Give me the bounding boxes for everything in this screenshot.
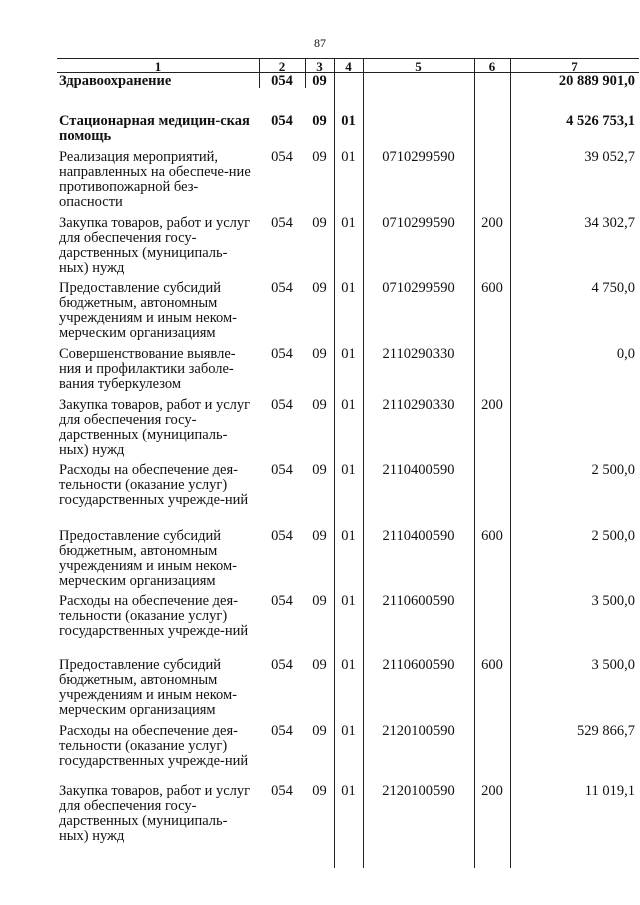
- column-header: 7: [571, 59, 578, 74]
- cell-c7: 0,0: [616, 346, 635, 362]
- cell-c6: 600: [481, 280, 503, 296]
- cell-c7: 529 866,7: [577, 723, 635, 739]
- cell-c3: 09: [312, 149, 327, 165]
- row-name-cell: Совершенствование выявле-ния и профилактики заболе-вания туберкулезом: [59, 346, 236, 392]
- cell-c2: 054: [271, 593, 293, 609]
- cell-c7: 4 750,0: [591, 280, 635, 296]
- cell-c4: 01: [341, 215, 356, 231]
- cell-c2: 054: [271, 462, 293, 478]
- cell-c6: 600: [481, 528, 503, 544]
- column-header: 4: [345, 59, 352, 74]
- page-number: 87: [314, 36, 326, 50]
- cell-c7: 3 500,0: [591, 593, 635, 609]
- cell-c4: 01: [341, 280, 356, 296]
- cell-c6: [474, 144, 510, 210]
- cell-c3: 09: [312, 657, 327, 673]
- table-header-row: [57, 60, 639, 73]
- cell-c6: 200: [481, 783, 503, 799]
- row-name-cell: Предоставление субсидий бюджетным, автономным учреждениям и иным неком-мерческим организациям: [59, 657, 237, 718]
- cell-c4: 01: [341, 723, 356, 739]
- cell-c5: 2120100590: [382, 723, 455, 739]
- cell-c3: 09: [312, 113, 327, 129]
- table-row: [57, 144, 639, 210]
- cell-c3: 09: [312, 397, 327, 413]
- cell-c3: 09: [312, 73, 327, 89]
- column-header: 5: [415, 59, 422, 74]
- row-name-cell: Стационарная медицин-ская помощь: [59, 113, 250, 144]
- cell-c6: [474, 104, 510, 144]
- column-header: 2: [278, 59, 286, 74]
- cell-c6: [474, 719, 510, 779]
- cell-c3: 09: [312, 723, 327, 739]
- cell-c4: 01: [341, 397, 356, 413]
- cell-c3: 09: [312, 593, 327, 609]
- cell-c3: 09: [312, 215, 327, 231]
- cell-c3: 09: [312, 462, 327, 478]
- row-name-cell: Расходы на обеспечение дея-тельности (оказание услуг) государственных учрежде-ний: [59, 723, 249, 769]
- cell-c2: 054: [271, 280, 293, 296]
- cell-c7: 39 052,7: [584, 149, 635, 165]
- cell-c3: 09: [312, 346, 327, 362]
- cell-c7: 11 019,1: [584, 783, 635, 799]
- table-row: [57, 524, 639, 589]
- cell-c7: 2 500,0: [591, 528, 635, 544]
- cell-c4: 01: [341, 346, 356, 362]
- cell-c2: 054: [271, 723, 293, 739]
- cell-c4: 01: [341, 113, 356, 129]
- cell-c5: 2110600590: [382, 593, 455, 609]
- cell-c5: 2120100590: [382, 783, 455, 799]
- cell-c5: [363, 104, 474, 144]
- cell-c3: 09: [312, 528, 327, 544]
- cell-c2: 054: [271, 528, 293, 544]
- table-row: [57, 589, 639, 653]
- cell-c5: 0710299590: [382, 149, 455, 165]
- cell-c2: 054: [271, 149, 293, 165]
- cell-c5: 2110290330: [382, 397, 455, 413]
- table-row: [57, 342, 639, 393]
- cell-c6: [474, 458, 510, 524]
- cell-c2: 054: [271, 783, 293, 799]
- cell-c7: 4 526 753,1: [566, 113, 635, 129]
- cell-c6: 200: [481, 215, 503, 231]
- cell-c4: 01: [341, 783, 356, 799]
- table-row: [57, 393, 639, 458]
- row-name-cell: Закупка товаров, работ и услуг для обеспечения госу-дарственных (муниципаль-ных) нужд: [59, 783, 251, 844]
- table-row: [57, 276, 639, 342]
- row-name-cell: Предоставление субсидий бюджетным, автономным учреждениям и иным неком-мерческим организациям: [59, 280, 237, 341]
- budget-table: [57, 60, 639, 844]
- cell-c5: 2110600590: [382, 657, 455, 673]
- row-name-cell: Здравоохранение: [59, 73, 172, 89]
- cell-c7: [510, 393, 639, 458]
- cell-c6: [474, 589, 510, 653]
- cell-c6: 200: [481, 397, 503, 413]
- row-name-cell: Расходы на обеспечение дея-тельности (оказание услуг) государственных учрежде-ний: [59, 593, 249, 639]
- table-row: [57, 104, 639, 144]
- table-row: [57, 458, 639, 524]
- cell-c2: 054: [271, 215, 293, 231]
- table-row: [57, 210, 639, 276]
- cell-c5: 0710299590: [382, 215, 455, 231]
- cell-c5: 2110290330: [382, 346, 455, 362]
- cell-c5: 0710299590: [382, 280, 455, 296]
- cell-c2: 054: [271, 73, 293, 89]
- cell-c5: 2110400590: [382, 462, 455, 478]
- cell-c7: 20 889 901,0: [558, 73, 635, 89]
- column-header: 6: [488, 59, 496, 74]
- cell-c7: 2 500,0: [591, 462, 635, 478]
- cell-c4: [334, 73, 363, 104]
- cell-c2: 054: [271, 657, 293, 673]
- cell-c6: 600: [481, 657, 503, 673]
- table-row: [57, 653, 639, 719]
- cell-c5: [363, 73, 474, 104]
- row-name-cell: Предоставление субсидий бюджетным, автономным учреждениям и иным неком-мерческим организациям: [59, 528, 237, 589]
- column-header: 1: [154, 59, 162, 74]
- cell-c6: [474, 342, 510, 393]
- cell-c4: 01: [341, 657, 356, 673]
- cell-c7: 34 302,7: [584, 215, 635, 231]
- row-name-cell: Реализация мероприятий, направленных на обеспече-ние противопожарной без-опасности: [59, 149, 251, 210]
- column-header: 3: [316, 59, 323, 74]
- table-row: [57, 779, 639, 844]
- cell-c6: [474, 73, 510, 104]
- cell-c4: 01: [341, 593, 356, 609]
- table-row: [57, 73, 639, 104]
- table-row: [57, 719, 639, 779]
- row-name-cell: Расходы на обеспечение дея-тельности (оказание услуг) государственных учрежде-ний: [59, 462, 249, 508]
- cell-c3: 09: [312, 280, 327, 296]
- cell-c4: 01: [341, 149, 356, 165]
- cell-c5: 2110400590: [382, 528, 455, 544]
- cell-c2: 054: [271, 113, 293, 129]
- cell-c3: 09: [312, 783, 327, 799]
- row-name-cell: Закупка товаров, работ и услуг для обеспечения госу-дарственных (муниципаль-ных) нужд: [59, 397, 251, 458]
- row-name-cell: Закупка товаров, работ и услуг для обеспечения госу-дарственных (муниципаль-ных) нужд: [59, 215, 251, 276]
- cell-c2: 054: [271, 397, 293, 413]
- cell-c7: 3 500,0: [591, 657, 635, 673]
- cell-c2: 054: [271, 346, 293, 362]
- cell-c4: 01: [341, 528, 356, 544]
- cell-c4: 01: [341, 462, 356, 478]
